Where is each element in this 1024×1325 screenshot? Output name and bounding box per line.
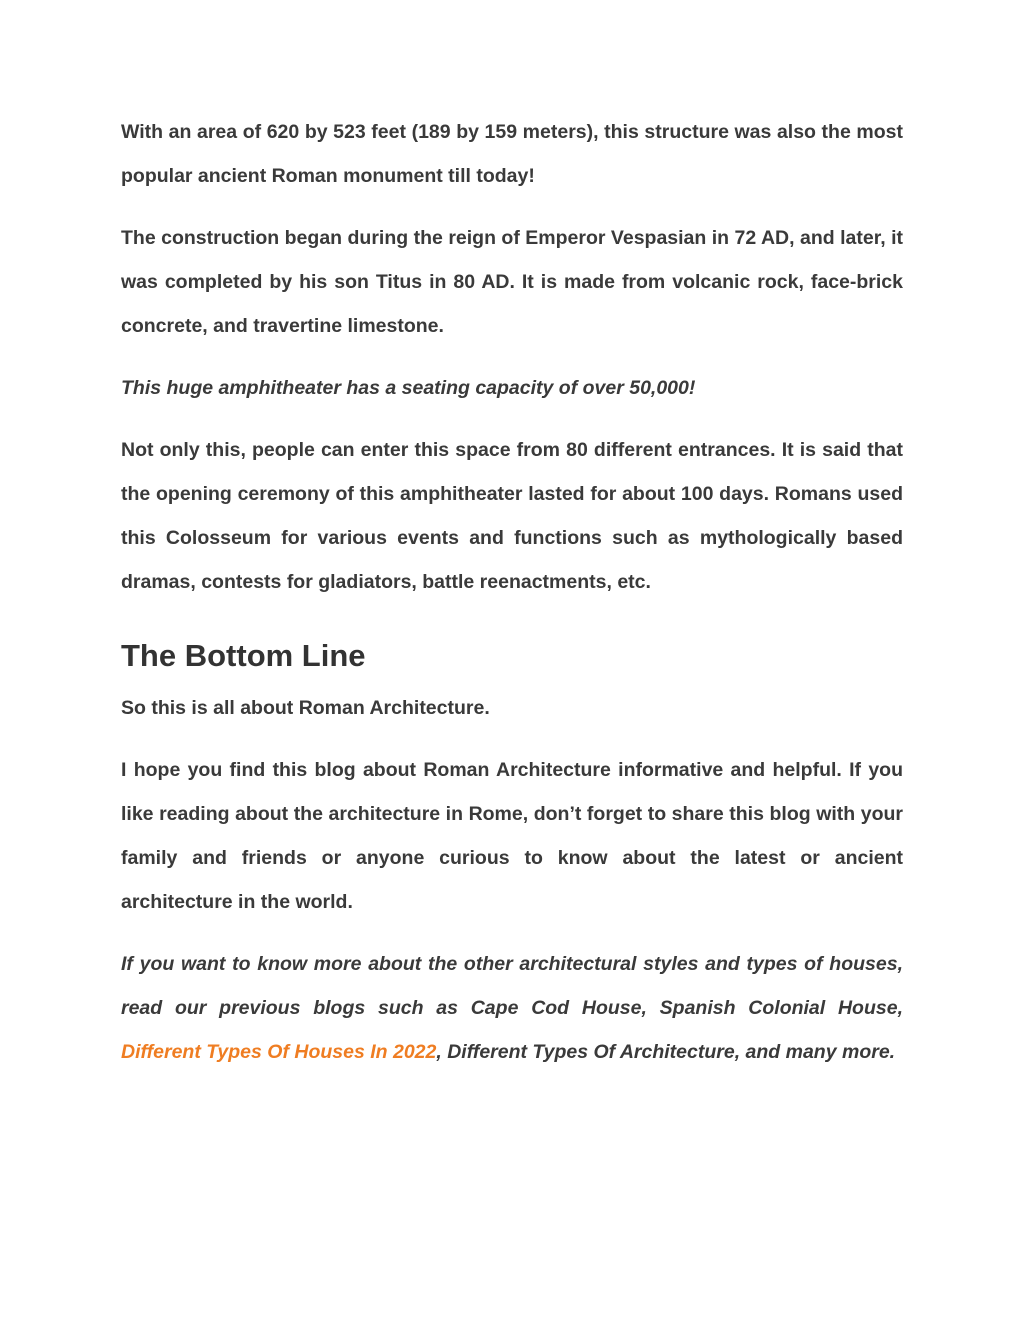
- more-blogs-text-before: If you want to know more about the other architectural styles and types of houses, read our previous blogs such as Cape Cod House, Spanish Colonial House,: [121, 953, 903, 1019]
- document-page: [121, 110, 903, 1092]
- different-types-of-houses-link[interactable]: Different Types Of Houses In 2022: [121, 1041, 437, 1063]
- section-heading: The Bottom Line: [121, 638, 366, 673]
- paragraph-colosseum-area: With an area of 620 by 523 feet (189 by 159 meters), this structure was also the most popular ancient Roman monument till today!: [121, 121, 903, 187]
- paragraph-entrances: Not only this, people can enter this space from 80 different entrances. It is said that the opening ceremony of this amphitheater lasted for about 100 days. Romans used this Colosseum for various events and functions such as mythologically based dramas, contests for gladiators, battle reenactments, etc.: [121, 439, 903, 593]
- paragraph-summary: So this is all about Roman Architecture.: [121, 697, 490, 719]
- paragraph-hope: I hope you find this blog about Roman Architecture informative and helpful. If you like reading about the architecture in Rome, don’t forget to share this blog with your family and friends or anyone curious to know about the latest or ancient architecture in the world.: [121, 759, 903, 913]
- paragraph-more-blogs: [121, 942, 903, 1074]
- more-blogs-text-after: , Different Types Of Architecture, and many more.: [436, 1041, 896, 1063]
- paragraph-construction: The construction began during the reign of Emperor Vespasian in 72 AD, and later, it was completed by his son Titus in 80 AD. It is made from volcanic rock, face-brick concrete, and travertine limestone.: [121, 227, 903, 337]
- paragraph-seating-capacity: This huge amphitheater has a seating capacity of over 50,000!: [121, 377, 696, 399]
